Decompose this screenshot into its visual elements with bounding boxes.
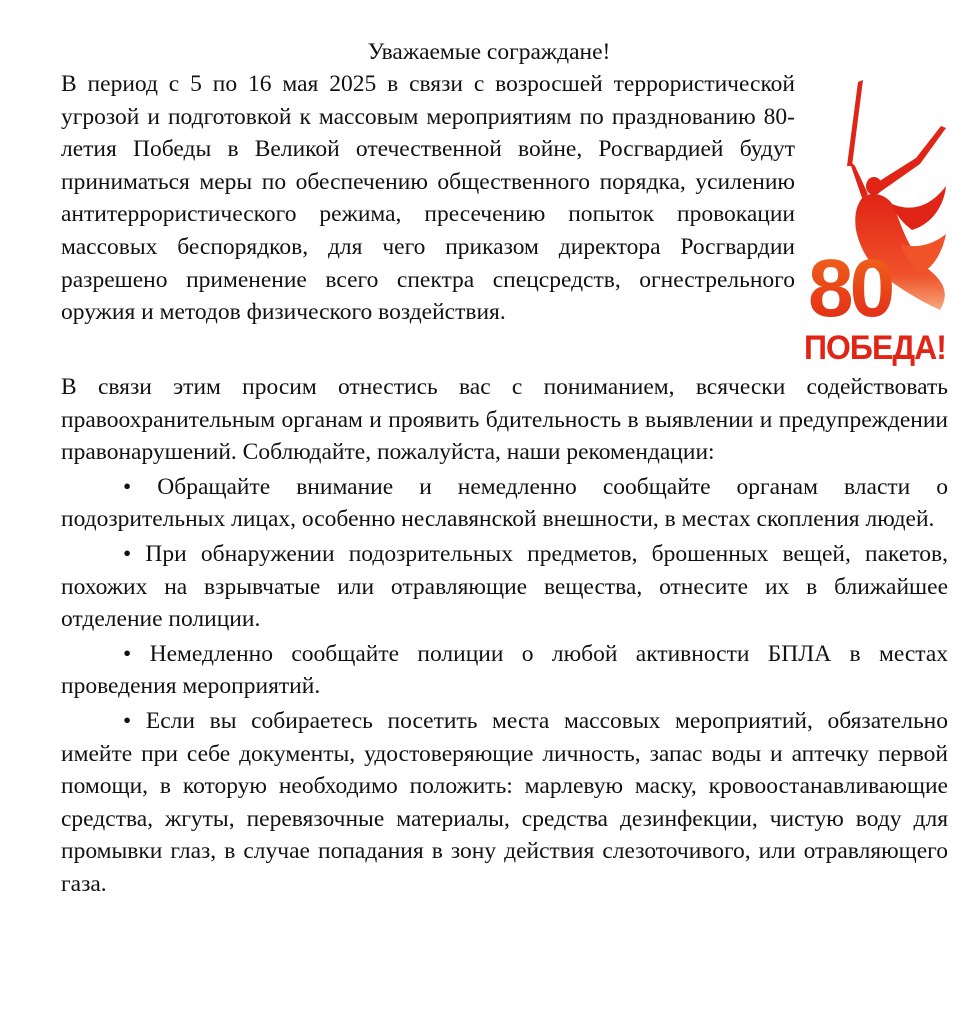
intro-paragraph: В период с 5 по 16 мая 2025 в связи с возросшей террористической угрозой и подготовкой к массовым мероприятиям по празднованию 80-летия Победы в Великой отечественной войне, Росгвардией будут приниматься меры по обеспечению общественного порядка, усилению антитеррористического режима, пресечению попыток провокации массовых беспорядков, для чего приказом директора Росгвардии разрешено применение всего спектра спецсредств, огнестрельного оружия и методов физического воздействия. (61, 71, 795, 326)
list-item-text: Немедленно сообщайте полиции о любой активности БПЛА в местах проведения мероприятий. (61, 640, 949, 700)
bullet-icon: • (123, 540, 132, 567)
list-item (61, 705, 948, 901)
logo-number: 80 (808, 243, 892, 334)
bullet-icon: • (123, 707, 132, 734)
list-item-text: Обращайте внимание и немедленно сообщайте органам власти о подозрительных лицах, особенно неславянской внешности, в местах скопления людей. (61, 473, 948, 533)
bullet-icon: • (123, 473, 132, 500)
bullet-icon: • (123, 640, 132, 667)
list-item (61, 471, 948, 536)
list-item-text: Если вы собираетесь посетить места массовых мероприятий, обязательно имейте при себе документы, удостоверяющие личность, запас воды и аптечку первой помощи, в которую необходимо положить: марлевую маску, кровоостанавливающие средства, жгуты, перевязочные материалы, средства дезинфекции, чистую воду для промывки глаз, в случае попадания в зону действия слезоточивого, или отравляющего газа. (61, 707, 948, 897)
document-body (61, 371, 948, 901)
victory-80-logo (800, 74, 950, 366)
logo-word: ПОБЕДА! (804, 329, 946, 366)
list-item-text: При обнаружении подозрительных предметов, брошенных вещей, пакетов, похожих на взрывчатые или отравляющие вещества, отнесите их в ближайшее отделение полиции. (61, 540, 949, 633)
list-item (61, 638, 948, 703)
request-paragraph: В связи этим просим отнестись вас с пониманием, всячески содействовать правоохранительным органам и проявить бдительность в выявлении и предупреждении правонарушений. Соблюдайте, пожалуйста, наши рекомендации: (61, 374, 948, 466)
document-title: Уважаемые сограждане! (367, 39, 611, 65)
list-item (61, 538, 948, 636)
